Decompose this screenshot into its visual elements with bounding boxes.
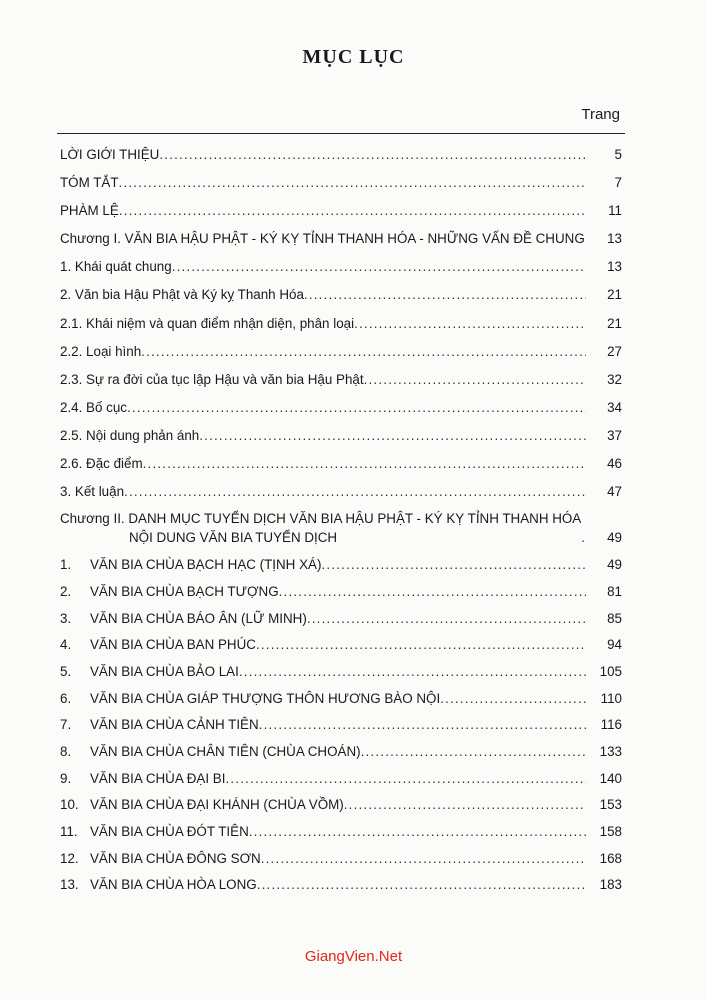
- toc-entry-label: VĂN BIA CHÙA ĐẠI BI: [90, 770, 226, 786]
- toc-entry-label: VĂN BIA CHÙA BẠCH TƯỢNG: [90, 583, 279, 599]
- entry-number: 5.: [60, 663, 72, 679]
- toc-entry-label: 2.1. Khái niệm và quan điểm nhận diện, phân loại: [60, 315, 355, 331]
- toc-entry-label: 3. Kết luận: [60, 484, 125, 500]
- toc-entry[interactable]: [60, 422, 622, 450]
- dot-leader: [159, 141, 586, 169]
- page-column-label: Trang: [581, 106, 620, 123]
- entry-number: 10.: [60, 797, 79, 813]
- toc-entry-page: 158: [599, 824, 622, 840]
- toc-entry-label: 2.3. Sự ra đời của tục lập Hậu và văn bia Hậu Phật: [60, 371, 364, 387]
- toc-entry[interactable]: [60, 366, 622, 394]
- toc-entry-page: 94: [607, 637, 622, 653]
- toc-entry-label: 2.2. Loại hình: [60, 343, 142, 359]
- toc-entry-label: LỜI GIỚI THIỆU: [60, 147, 160, 162]
- watermark: GiangVien.Net: [304, 948, 403, 965]
- toc-entry[interactable]: [60, 450, 622, 478]
- toc-entry-label: VĂN BIA CHÙA BAN PHÚC: [90, 637, 256, 653]
- toc-entry-page: 49: [607, 557, 622, 573]
- dot-leader: [143, 450, 586, 478]
- toc-entry[interactable]: [60, 253, 622, 281]
- toc-stele-entry[interactable]: [60, 552, 622, 579]
- dot-leader: [239, 659, 586, 686]
- toc-entry[interactable]: [60, 225, 622, 253]
- toc-entry-label: VĂN BIA CHÙA ĐÓT TIÊN: [90, 824, 249, 840]
- dot-leader: [321, 552, 586, 579]
- toc-entry-label: VĂN BIA CHÙA BÁO ÂN (LỮ MINH): [90, 610, 307, 626]
- toc-stele-entry[interactable]: [60, 819, 622, 846]
- toc-entry-page: 27: [607, 343, 622, 359]
- toc-entry-label: 2.6. Đặc điểm: [60, 456, 143, 472]
- dot-leader: [199, 422, 586, 450]
- header-divider: [57, 133, 625, 134]
- dot-leader: [127, 394, 586, 422]
- page-title: MỤC LỤC: [302, 46, 405, 68]
- toc-entry[interactable]: [60, 197, 622, 225]
- toc-entry-page: 105: [599, 663, 622, 679]
- toc-entry[interactable]: [60, 394, 622, 422]
- entry-number: 7.: [60, 717, 72, 733]
- toc-entry-page: 183: [599, 877, 622, 893]
- toc-stele-entry[interactable]: [60, 606, 622, 633]
- toc-stele-entry[interactable]: [60, 686, 622, 713]
- dot-leader: [261, 846, 586, 873]
- toc-entry-page: 11: [608, 203, 622, 219]
- dot-leader: [440, 686, 586, 713]
- dot-leader: [307, 606, 586, 633]
- toc-entry-page: 140: [599, 770, 622, 786]
- toc-entry-label: TÓM TẮT: [60, 175, 119, 191]
- toc-entry-page: 47: [607, 484, 622, 500]
- toc-stele-entry[interactable]: [60, 739, 622, 766]
- toc-entry-label: VĂN BIA CHÙA GIÁP THƯỢNG THÔN HƯƠNG BÀO NỘI: [90, 690, 441, 706]
- dot-leader: [344, 792, 586, 819]
- entry-number: 13.: [60, 877, 79, 893]
- entry-number: 4.: [60, 637, 72, 653]
- dot-leader: [119, 169, 586, 197]
- entry-number: 6.: [60, 690, 72, 706]
- toc-entry-page: 32: [607, 371, 622, 387]
- toc-entry-page: 110: [600, 690, 622, 706]
- dot-leader: [361, 739, 586, 766]
- toc-entry[interactable]: [60, 478, 622, 506]
- toc-entry-label: PHÀM LỆ: [60, 203, 119, 219]
- dot-leader: [256, 632, 586, 659]
- toc-entry-label: VĂN BIA CHÙA ĐÔNG SƠN: [90, 850, 261, 866]
- toc-entry-page: 37: [607, 427, 622, 443]
- toc-entry-label: VĂN BIA CHÙA HÒA LONG: [90, 877, 257, 893]
- dot-leader: [141, 338, 586, 366]
- toc-stele-entry[interactable]: [60, 872, 622, 899]
- toc-entry-label: VĂN BIA CHÙA CHÂN TIÊN (CHÙA CHOÁN): [90, 744, 361, 760]
- dot-leader: [124, 478, 586, 506]
- toc-entry-page: 116: [600, 717, 622, 733]
- toc-entry-page: 85: [607, 610, 622, 626]
- toc-entry-page: 7: [614, 175, 622, 191]
- toc-entry-label: VĂN BIA CHÙA CẢNH TIÊN: [90, 717, 259, 733]
- entry-number: 11.: [60, 824, 78, 840]
- toc-entry-label: VĂN BIA CHÙA ĐẠI KHÁNH (CHÙA VỒM): [90, 797, 344, 813]
- toc-entry-label: 2. Văn bia Hậu Phật và Ký kỵ Thanh Hóa: [60, 287, 304, 303]
- toc-stele-entry[interactable]: [60, 579, 622, 606]
- chapter-title-line-2: NỘI DUNG VĂN BIA TUYỂN DỊCH: [129, 530, 338, 546]
- toc-stele-entry[interactable]: [60, 792, 622, 819]
- dot-leader: [354, 310, 586, 338]
- chapter-title: [60, 509, 581, 547]
- entry-number: 12.: [60, 850, 79, 866]
- toc-stele-entry[interactable]: [60, 846, 622, 873]
- toc-chapter-heading[interactable]: [60, 506, 622, 552]
- toc-entry[interactable]: [60, 310, 622, 338]
- toc-entry-page: 49: [607, 530, 622, 546]
- toc-entry[interactable]: [60, 338, 622, 366]
- entry-number: 2.: [60, 583, 72, 599]
- toc-entry-label: VĂN BIA CHÙA BẢO LAI: [90, 663, 239, 679]
- dot-leader: [249, 819, 586, 846]
- toc-stele-entry[interactable]: [60, 766, 622, 793]
- entry-number: 1.: [60, 557, 72, 573]
- toc-entry-label: VĂN BIA CHÙA BẠCH HẠC (TỊNH XÁ): [90, 557, 322, 573]
- toc-stele-entry[interactable]: [60, 632, 622, 659]
- toc-stele-entry[interactable]: [60, 659, 622, 686]
- toc-entry[interactable]: [60, 169, 622, 197]
- toc-entry[interactable]: [60, 141, 622, 169]
- toc-entry[interactable]: [60, 281, 622, 309]
- dot-leader: [119, 197, 586, 225]
- dot-leader: [172, 253, 586, 281]
- toc-entry-page: 34: [607, 399, 622, 415]
- dot-leader: [364, 366, 586, 394]
- toc-entry-page: 21: [607, 315, 622, 331]
- toc-entry-page: 133: [599, 744, 622, 760]
- dot-leader: [279, 579, 586, 606]
- dot-leader: [257, 872, 586, 899]
- toc-entry-page: 46: [607, 456, 622, 472]
- toc-entry-label: Chương I. VĂN BIA HẬU PHẬT - KÝ KỴ TỈNH THANH HÓA - NHỮNG VẤN ĐỀ CHUNG: [60, 231, 585, 247]
- toc-entry-page: 13: [607, 259, 622, 275]
- toc-entry-page: 168: [599, 850, 622, 866]
- entry-number: 3.: [60, 610, 72, 626]
- toc-entry-page: 13: [607, 231, 622, 247]
- entry-number: 9.: [60, 770, 72, 786]
- entry-number: 8.: [60, 744, 72, 760]
- toc-entry-page: 5: [614, 147, 622, 162]
- toc-entry-label: 2.5. Nội dung phản ánh: [60, 427, 200, 443]
- table-of-contents: [60, 141, 622, 899]
- toc-entry-page: 153: [599, 797, 622, 813]
- dot-leader: [259, 712, 586, 739]
- toc-entry-label: 1. Khái quát chung: [60, 259, 172, 275]
- toc-entry-page: 21: [607, 287, 622, 303]
- toc-stele-entry[interactable]: [60, 712, 622, 739]
- chapter-title-line-1: Chương II. DANH MỤC TUYỂN DỊCH VĂN BIA HẬU PHẬT - KÝ KỴ TỈNH THANH HÓA: [60, 511, 582, 527]
- dot-leader: [225, 766, 586, 793]
- toc-entry-page: 81: [607, 583, 622, 599]
- dot-leader: [304, 281, 586, 309]
- toc-entry-label: 2.4. Bố cục: [60, 399, 127, 415]
